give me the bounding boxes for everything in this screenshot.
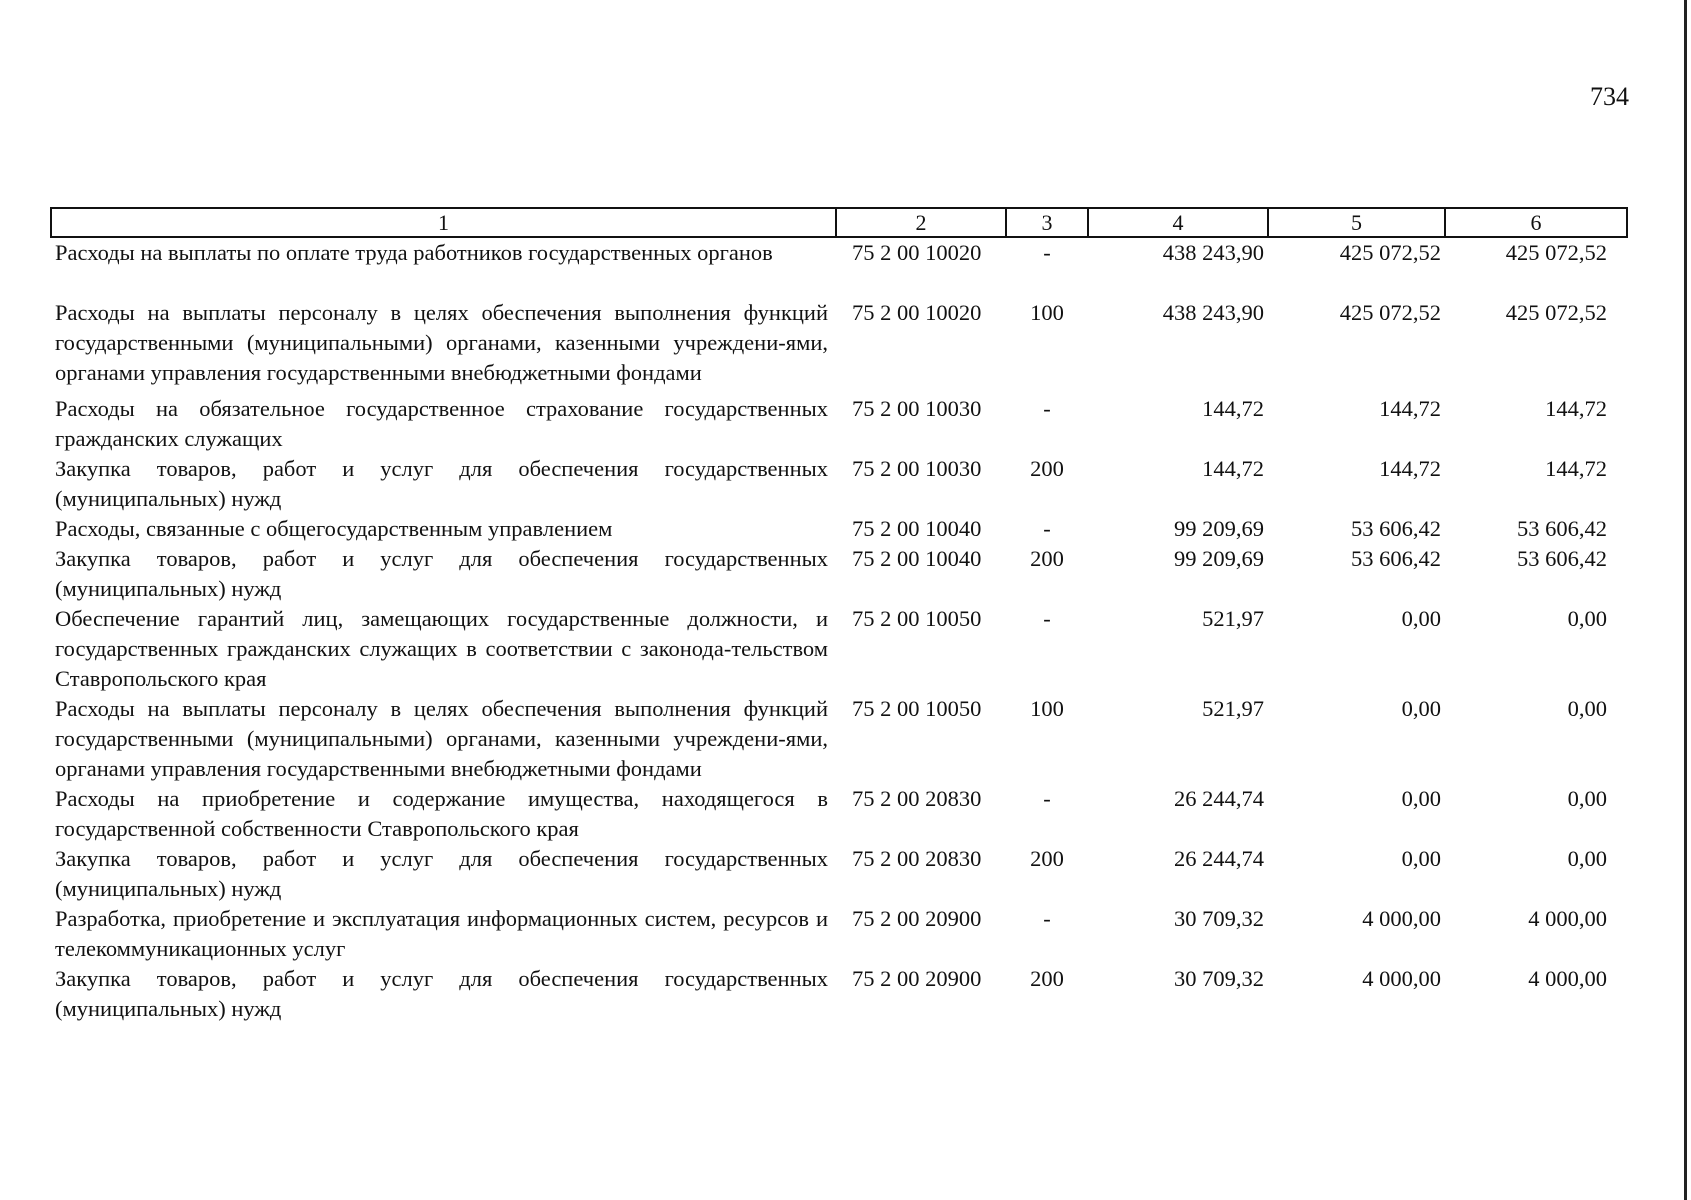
cell-amount-col6: 0,00 (1567, 846, 1607, 871)
cell-code: 75 2 00 10020 (852, 300, 982, 325)
cell-expense-type: - (1043, 786, 1051, 811)
cell-code: 75 2 00 20900 (852, 966, 982, 991)
cell-amount-col5: 144,72 (1379, 456, 1441, 481)
cell-expense-type: 200 (1030, 456, 1064, 481)
cell-description: Закупка товаров, работ и услуг для обеспечения государственных (муниципальных) нужд (55, 966, 828, 1021)
cell-amount-col4: 521,97 (1202, 696, 1264, 721)
cell-code: 75 2 00 10040 (852, 516, 982, 541)
cell-code: 75 2 00 10040 (852, 546, 982, 571)
cell-amount-col4: 99 209,69 (1174, 546, 1264, 571)
table-header (51, 208, 1627, 237)
cell-expense-type: 200 (1030, 966, 1064, 991)
cell-amount-col4: 144,72 (1202, 456, 1264, 481)
table-row (51, 514, 1627, 544)
cell-amount-col6: 0,00 (1567, 606, 1607, 631)
table-row (51, 844, 1627, 904)
cell-amount-col6: 0,00 (1567, 786, 1607, 811)
cell-code: 75 2 00 10020 (852, 240, 982, 265)
table-row (51, 454, 1627, 514)
cell-description: Расходы на приобретение и содержание имущества, находящегося в государственной собственности Ставропольского края (55, 786, 828, 841)
table-row (51, 784, 1627, 844)
cell-amount-col4: 521,97 (1202, 606, 1264, 631)
table-row (51, 964, 1627, 1024)
table-body (51, 237, 1627, 1024)
cell-description: Обеспечение гарантий лиц, замещающих государственные должности, и государственных гражданских служащих в соответствии с законода-тельством Ставропольского края (55, 606, 828, 691)
cell-expense-type: - (1043, 906, 1051, 931)
budget-table (50, 207, 1628, 1024)
column-header-2: 2 (836, 208, 1006, 237)
cell-amount-col4: 438 243,90 (1162, 300, 1264, 325)
cell-amount-col5: 0,00 (1401, 846, 1441, 871)
cell-code: 75 2 00 10050 (852, 696, 982, 721)
column-header-5: 5 (1268, 208, 1445, 237)
cell-amount-col4: 26 244,74 (1174, 846, 1264, 871)
cell-amount-col6: 425 072,52 (1505, 240, 1607, 265)
cell-amount-col5: 0,00 (1401, 786, 1441, 811)
cell-description: Расходы на выплаты персоналу в целях обеспечения выполнения функций государственными (муниципальными) органами, казенными учреждени-ями, органами управления государственными внебюджетными фондами (55, 696, 828, 781)
cell-amount-col6: 53 606,42 (1517, 546, 1607, 571)
cell-amount-col6: 4 000,00 (1528, 966, 1607, 991)
cell-expense-type: - (1043, 240, 1051, 265)
cell-code: 75 2 00 20830 (852, 846, 982, 871)
cell-description: Закупка товаров, работ и услуг для обеспечения государственных (муниципальных) нужд (55, 846, 828, 901)
cell-description: Расходы, связанные с общегосударственным управлением (55, 516, 613, 541)
cell-amount-col5: 4 000,00 (1362, 966, 1441, 991)
cell-amount-col4: 26 244,74 (1174, 786, 1264, 811)
column-header-6: 6 (1445, 208, 1627, 237)
cell-expense-type: - (1043, 516, 1051, 541)
column-header-1: 1 (51, 208, 836, 237)
cell-amount-col4: 438 243,90 (1162, 240, 1264, 265)
cell-amount-col6: 425 072,52 (1505, 300, 1607, 325)
cell-amount-col5: 425 072,52 (1339, 300, 1441, 325)
cell-code: 75 2 00 20830 (852, 786, 982, 811)
cell-amount-col5: 53 606,42 (1351, 546, 1441, 571)
table-row (51, 544, 1627, 604)
cell-amount-col6: 53 606,42 (1517, 516, 1607, 541)
cell-code: 75 2 00 10030 (852, 456, 982, 481)
column-header-4: 4 (1088, 208, 1268, 237)
page-number: 734 (1590, 82, 1629, 111)
table-row (51, 604, 1627, 694)
cell-amount-col6: 144,72 (1545, 456, 1607, 481)
cell-amount-col5: 0,00 (1401, 696, 1441, 721)
table-row (51, 237, 1627, 298)
cell-description: Закупка товаров, работ и услуг для обеспечения государственных (муниципальных) нужд (55, 456, 828, 511)
cell-amount-col5: 144,72 (1379, 396, 1441, 421)
cell-code: 75 2 00 20900 (852, 906, 982, 931)
cell-expense-type: - (1043, 606, 1051, 631)
cell-code: 75 2 00 10050 (852, 606, 982, 631)
cell-amount-col6: 0,00 (1567, 696, 1607, 721)
cell-expense-type: - (1043, 396, 1051, 421)
cell-amount-col6: 4 000,00 (1528, 906, 1607, 931)
cell-expense-type: 100 (1030, 696, 1064, 721)
table-row (51, 388, 1627, 454)
cell-amount-col5: 53 606,42 (1351, 516, 1441, 541)
column-header-3: 3 (1006, 208, 1088, 237)
cell-amount-col4: 30 709,32 (1174, 966, 1264, 991)
page-edge-line (1684, 0, 1687, 1200)
cell-description: Расходы на обязательное государственное страхование государственных гражданских служащих (55, 396, 828, 451)
cell-expense-type: 200 (1030, 846, 1064, 871)
cell-amount-col5: 0,00 (1401, 606, 1441, 631)
cell-amount-col4: 144,72 (1202, 396, 1264, 421)
cell-description: Расходы на выплаты по оплате труда работников государственных органов (55, 240, 773, 265)
table-row (51, 298, 1627, 388)
cell-expense-type: 100 (1030, 300, 1064, 325)
table-row (51, 904, 1627, 964)
cell-description: Разработка, приобретение и эксплуатация информационных систем, ресурсов и телекоммуникационных услуг (55, 906, 828, 961)
cell-amount-col5: 425 072,52 (1339, 240, 1441, 265)
cell-expense-type: 200 (1030, 546, 1064, 571)
cell-amount-col5: 4 000,00 (1362, 906, 1441, 931)
header-row (51, 208, 1627, 237)
cell-amount-col4: 30 709,32 (1174, 906, 1264, 931)
cell-code: 75 2 00 10030 (852, 396, 982, 421)
cell-description: Закупка товаров, работ и услуг для обеспечения государственных (муниципальных) нужд (55, 546, 828, 601)
cell-amount-col4: 99 209,69 (1174, 516, 1264, 541)
cell-amount-col6: 144,72 (1545, 396, 1607, 421)
table-row (51, 694, 1627, 784)
cell-description: Расходы на выплаты персоналу в целях обеспечения выполнения функций государственными (муниципальными) органами, казенными учреждени-ями, органами управления государственными внебюджетными фондами (55, 300, 828, 385)
